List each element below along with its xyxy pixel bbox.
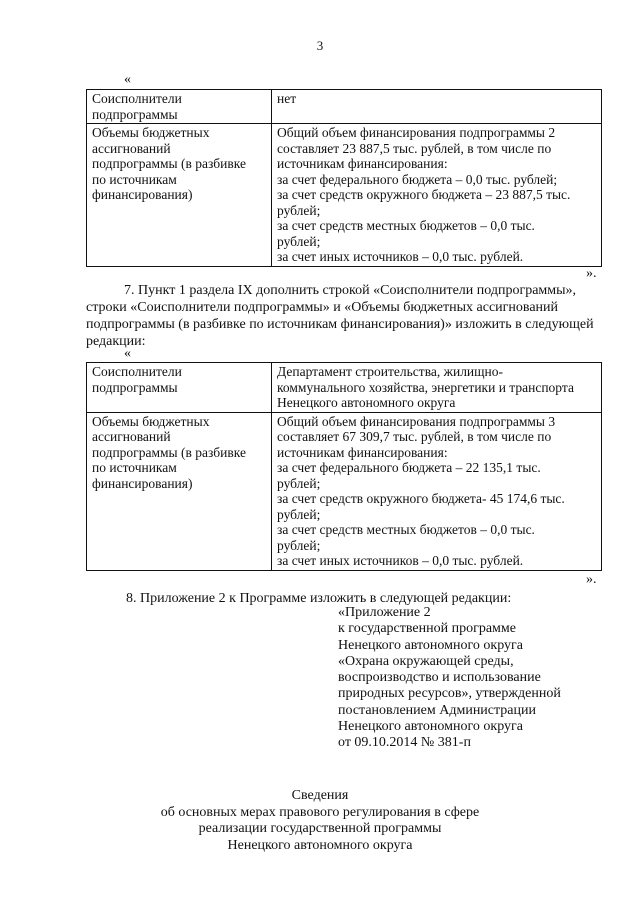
table1-open-quote: « — [124, 72, 131, 87]
item-8-paragraph: 8. Приложение 2 к Программе изложить в следующей редакции: — [126, 591, 512, 606]
section-title: Сведения об основных мерах правового регулирования в сфере реализации государственной программы Ненецкого автономного округа — [160, 788, 480, 853]
table-row — [87, 124, 602, 267]
page-number: 3 — [316, 38, 324, 53]
table-row — [87, 363, 602, 413]
table2-open-quote: « — [124, 346, 131, 361]
table-subprogram-3 — [86, 362, 602, 571]
table-cell-label: Объемы бюджетных ассигнований подпрограммы (в разбивке по источникам финансирования) — [87, 412, 272, 570]
table-cell-value: Общий объем финансирования подпрограммы 3 составляет 67 309,7 тыс. рублей, в том числе по источникам финансирования: за счет федерального бюджета – 22 135,1 тыс. рублей; за счет средств окружного бюджета- 45 174,6 тыс. рублей; за счет средств местных бюджетов – 0,0 тыс. рублей; за счет иных источников – 0,0 тыс. рублей. — [272, 412, 602, 570]
appendix-header: «Приложение 2 к государственной программе Ненецкого автономного округа «Охрана окружающей среды, воспроизводство и использование природных ресурсов», утвержденной постановлением Администрации Ненецкого автономного округа от 09.10.2014 № 381-п — [338, 605, 561, 751]
item-7-paragraph: 7. Пункт 1 раздела IX дополнить строкой «Соисполнители подпрограммы», строки «Соисполнители подпрограммы» и «Объемы бюджетных ассигнований подпрограммы (в разбивке по источникам финансирования)» изложить в следующей редакции: — [86, 283, 594, 349]
table2-close-quote: ». — [586, 572, 597, 587]
table-cell-label: Соисполнители подпрограммы — [87, 363, 272, 413]
table-cell-value: Департамент строительства, жилищно- коммунального хозяйства, энергетики и транспорта Ненецкого автономного округа — [272, 363, 602, 413]
table-cell-value: Общий объем финансирования подпрограммы 2 составляет 23 887,5 тыс. рублей, в том числе по источникам финансирования: за счет федерального бюджета – 0,0 тыс. рублей; за счет средств окружного бюджета – 23 887,5 тыс. рублей; за счет средств местных бюджетов – 0,0 тыс. рублей; за счет иных источников – 0,0 тыс. рублей. — [272, 124, 602, 267]
table-subprogram-2 — [86, 89, 602, 267]
table-cell-value: нет — [272, 90, 602, 124]
table-row — [87, 412, 602, 570]
table-row — [87, 90, 602, 124]
table-cell-label: Объемы бюджетных ассигнований подпрограммы (в разбивке по источникам финансирования) — [87, 124, 272, 267]
table1-close-quote: ». — [586, 266, 597, 281]
table-cell-label: Соисполнители подпрограммы — [87, 90, 272, 124]
